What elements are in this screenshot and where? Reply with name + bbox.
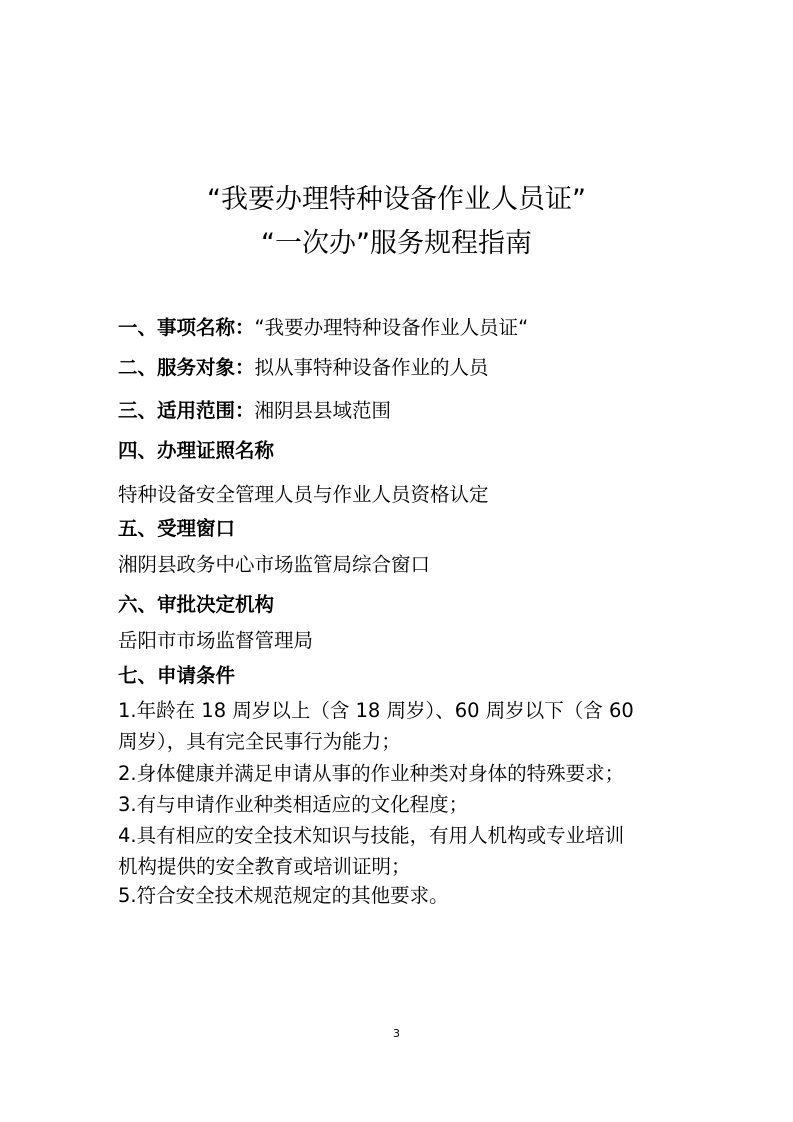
section-4-label: 四、办理证照名称 bbox=[118, 439, 275, 462]
section-item-name bbox=[118, 314, 698, 342]
section-5-value: 湘阴县政务中心市场监管局综合窗口 bbox=[118, 553, 431, 576]
section-scope bbox=[118, 397, 698, 425]
title-line-2: “一次办”服务规程指南 bbox=[261, 228, 532, 259]
condition-line: 4.具有相应的安全技术知识与技能，有用人机构或专业培训 bbox=[118, 824, 625, 847]
condition-line: 周岁），具有完全民事行为能力； bbox=[118, 730, 401, 753]
section-1-label: 一、事项名称： bbox=[118, 316, 255, 339]
section-1-value: “我要办理特种设备作业人员证“ bbox=[254, 316, 529, 339]
section-7-label: 七、申请条件 bbox=[118, 664, 236, 687]
title-line-1: “我要办理特种设备作业人员证” bbox=[207, 184, 586, 215]
section-3-label: 三、适用范围： bbox=[118, 399, 255, 422]
page-number: 3 bbox=[393, 1027, 400, 1040]
section-service-target bbox=[118, 354, 698, 382]
condition-line: 机构提供的安全教育或培训证明； bbox=[118, 855, 411, 878]
section-2-label: 二、服务对象： bbox=[118, 356, 255, 379]
section-3-value: 湘阴县县域范围 bbox=[254, 399, 392, 422]
section-5-label: 五、受理窗口 bbox=[118, 517, 236, 540]
section-6-label: 六、审批决定机构 bbox=[118, 593, 275, 616]
section-4-value: 特种设备安全管理人员与作业人员资格认定 bbox=[118, 483, 489, 506]
condition-line: 1.年龄在 18 周岁以上（含 18 周岁）、60 周岁以下（含 60 bbox=[118, 699, 634, 722]
condition-line: 2.身体健康并满足申请从事的作业种类对身体的特殊要求； bbox=[118, 762, 625, 785]
condition-line: 5.符合安全技术规范规定的其他要求。 bbox=[118, 884, 449, 907]
section-6-value: 岳阳市市场监督管理局 bbox=[118, 629, 314, 652]
section-2-value: 拟从事特种设备作业的人员 bbox=[254, 356, 489, 379]
condition-line: 3.有与申请作业种类相适应的文化程度； bbox=[118, 793, 469, 816]
